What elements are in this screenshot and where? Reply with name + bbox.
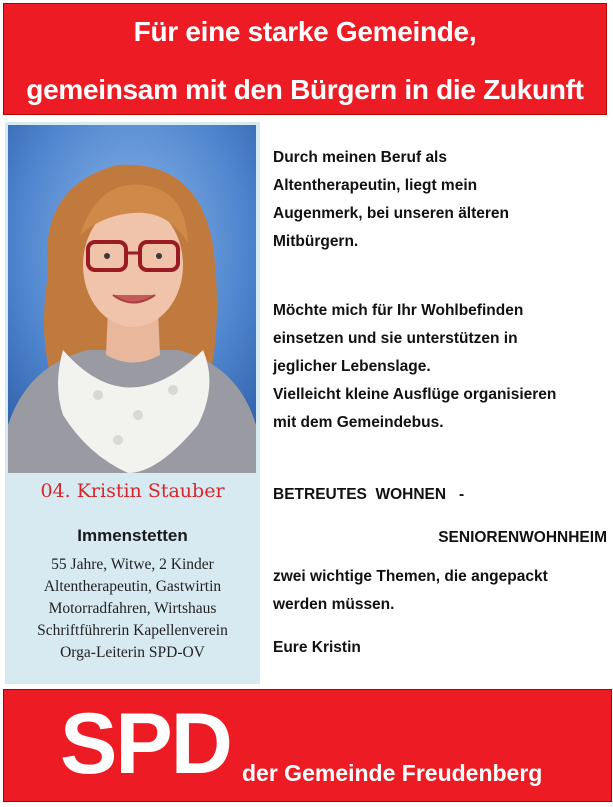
text-line: zwei wichtige Themen, die angepackt xyxy=(273,568,548,585)
paragraph-wellbeing xyxy=(273,297,556,437)
candidate-card xyxy=(5,122,260,684)
text-line: jeglicher Lebenslage. xyxy=(273,358,431,375)
info-line: Altentherapeutin, Gastwirtin xyxy=(43,578,222,595)
candidate-name: 04. Kristin Stauber xyxy=(40,480,225,502)
footer-banner xyxy=(3,689,612,802)
municipality-label: der Gemeinde Freudenberg xyxy=(242,760,543,786)
paragraph-profession xyxy=(273,144,509,256)
text-line: Augenmerk, bei unseren älteren xyxy=(273,205,510,222)
text-line: Möchte mich für Ihr Wohlbefinden xyxy=(273,302,524,319)
topic-senior-home: SENIORENWOHNHEIM xyxy=(438,529,607,546)
paragraph-topics xyxy=(273,563,548,619)
headline-line-1: Für eine starke Gemeinde, xyxy=(133,16,477,47)
info-line: 55 Jahre, Witwe, 2 Kinder xyxy=(51,556,214,573)
info-line: Schriftführerin Kapellenverein xyxy=(37,622,228,639)
text-line: einsetzen und sie unterstützen in xyxy=(273,330,518,347)
header-banner xyxy=(3,3,607,115)
candidate-info-list xyxy=(5,554,260,664)
headline-line-2: gemeinsam mit den Bürgern in die Zukunft xyxy=(26,74,584,105)
candidate-place: Immenstetten xyxy=(77,526,188,545)
text-line: Mitbürgern. xyxy=(273,233,359,250)
info-line: Orga-Leiterin SPD-OV xyxy=(60,644,205,661)
candidate-photo xyxy=(8,125,256,473)
info-line: Motorradfahren, Wirtshaus xyxy=(48,600,217,617)
text-line: Vielleicht kleine Ausflüge organisieren xyxy=(273,386,557,403)
topic-assisted-living: BETREUTES WOHNEN - xyxy=(273,486,465,503)
text-line: Altentherapeutin, liegt mein xyxy=(273,177,478,194)
party-logo-text: SPD xyxy=(60,696,231,792)
text-line: Durch meinen Beruf als xyxy=(273,149,447,166)
signoff: Eure Kristin xyxy=(273,639,361,656)
text-line: mit dem Gemeindebus. xyxy=(273,414,444,431)
text-line: werden müssen. xyxy=(273,596,395,613)
